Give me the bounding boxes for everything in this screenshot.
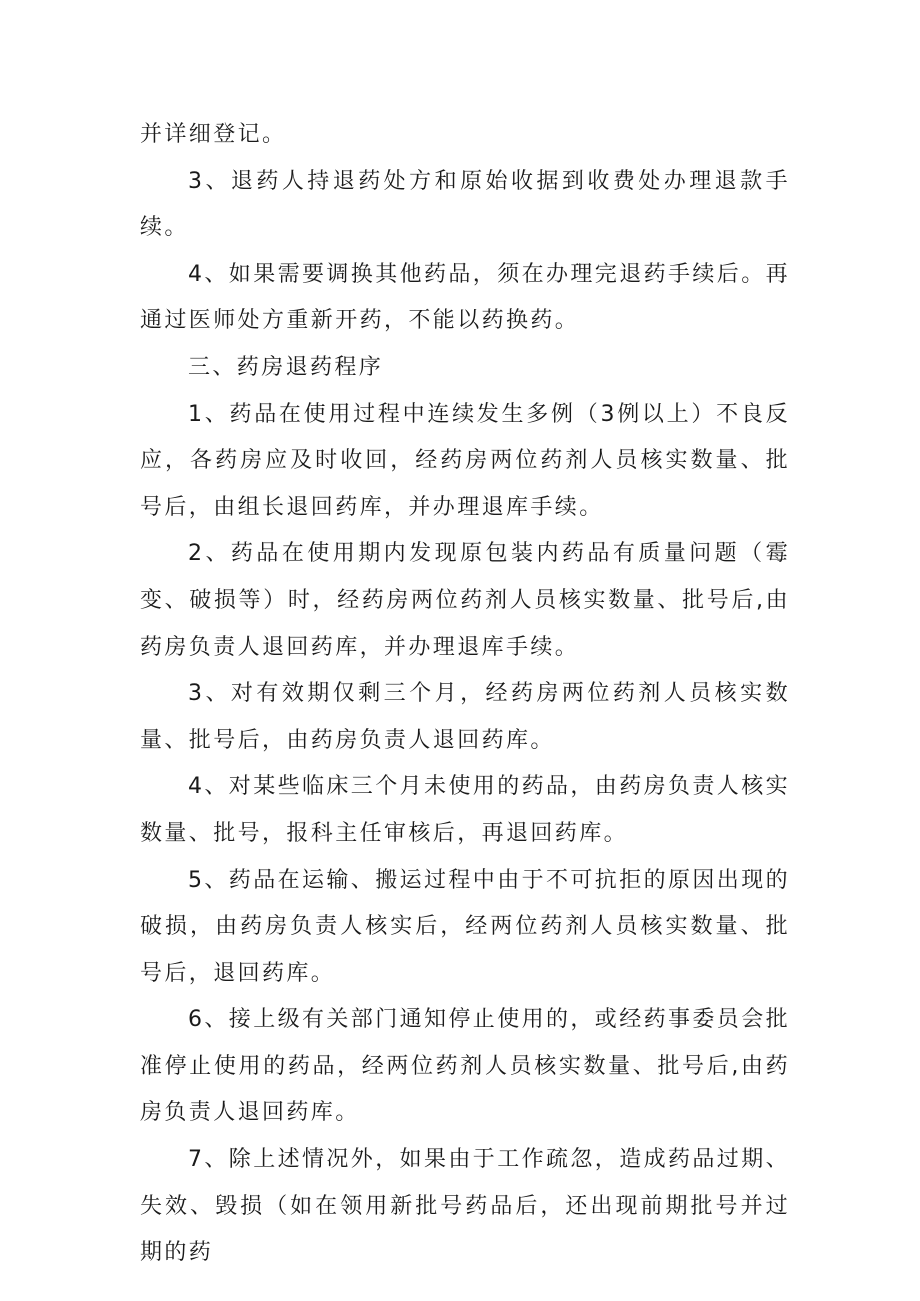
paragraph-item-1-adverse-reaction: 1、药品在使用过程中连续发生多例（3例以上）不良反应，各药房应及时收回，经药房两位药剂人员核实数量、批号后，由组长退回药库，并办理退库手续。 — [140, 401, 790, 520]
paragraph-item-7-negligence: 7、除上述情况外，如果由于工作疏忽，造成药品过期、失效、毁损（如在领用新批号药品后，还出现前期批号并过期的药 — [140, 1147, 790, 1266]
paragraph-item-4-unused: 4、对某些临床三个月未使用的药品，由药房负责人核实数量、批号，报科主任审核后，再退回药库。 — [140, 774, 790, 846]
paragraph-continuation: 并详细登记。 — [140, 122, 287, 147]
section-heading-pharmacy-return: 三、药房退药程序 — [188, 354, 384, 380]
paragraph-item-4-exchange: 4、如果需要调换其他药品，须在办理完退药手续后。再通过医师处方重新开药，不能以药换药。 — [140, 261, 790, 334]
paragraph-item-6-suspension: 6、接上级有关部门通知停止使用的，或经药事委员会批准停止使用的药品，经两位药剂人员核实数量、批号后,由药房负责人退回药库。 — [140, 1007, 790, 1126]
paragraph-item-2-quality-issue: 2、药品在使用期内发现原包装内药品有质量问题（霉变、破损等）时，经药房两位药剂人员核实数量、批号后,由药房负责人退回药库，并办理退库手续。 — [140, 541, 790, 660]
paragraph-item-3-expiry: 3、对有效期仅剩三个月，经药房两位药剂人员核实数量、批号后，由药房负责人退回药库。 — [140, 681, 790, 753]
paragraph-item-5-damage: 5、药品在运输、搬运过程中由于不可抗拒的原因出现的破损，由药房负责人核实后，经两位药剂人员核实数量、批号后，退回药库。 — [140, 867, 790, 986]
paragraph-item-3-refund: 3、退药人持退药处方和原始收据到收费处办理退款手续。 — [140, 168, 790, 241]
document-body — [140, 112, 790, 1277]
